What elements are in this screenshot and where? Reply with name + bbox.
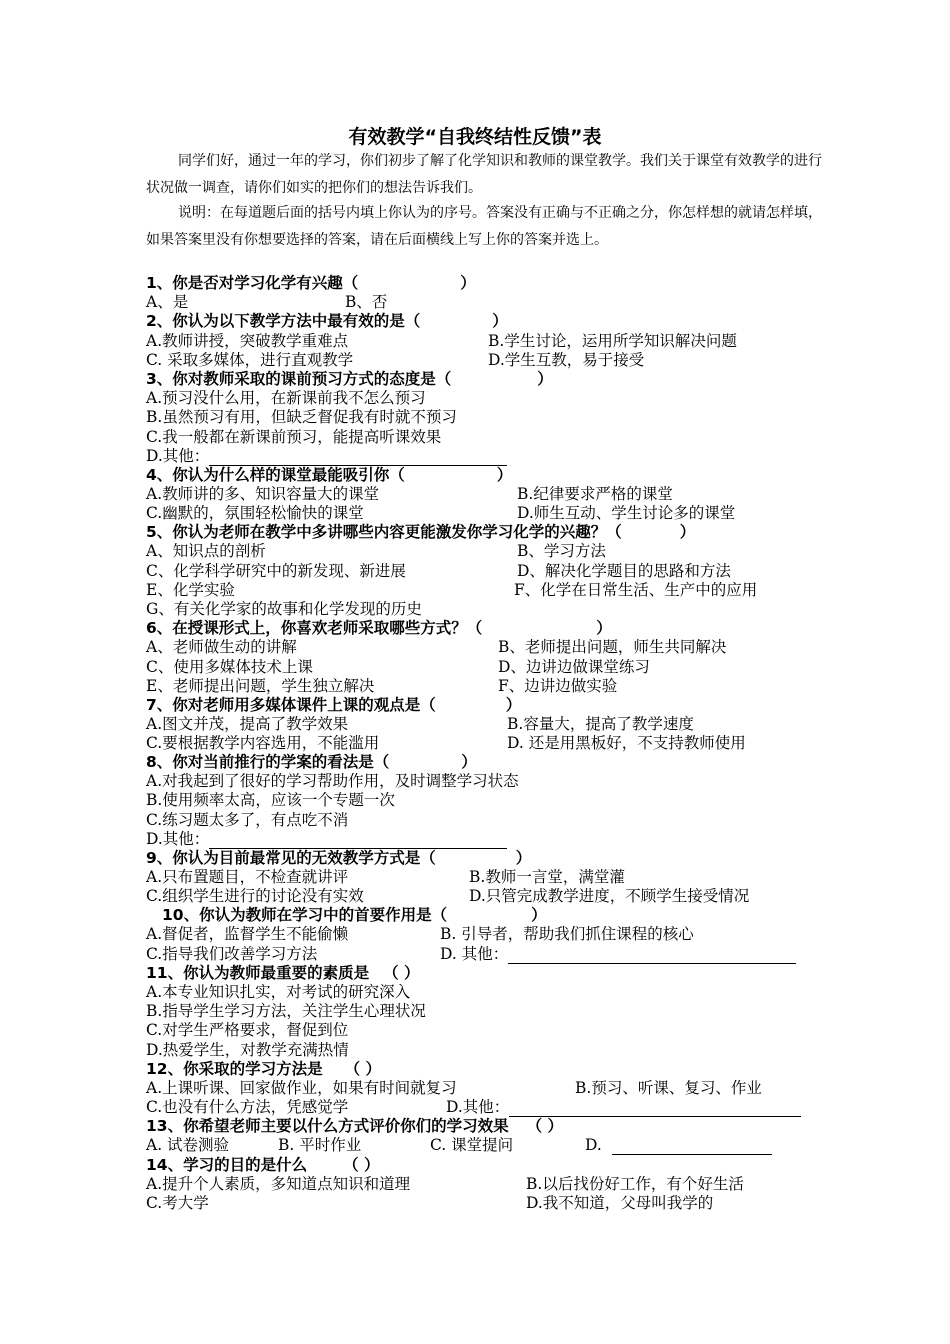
q7-option-a: A.图文并茂，提高了教学效果 xyxy=(146,715,349,733)
q8-option-a: A.对我起到了很好的学习帮助作用，及时调整学习状态 xyxy=(146,772,519,790)
answer-bracket[interactable]: （ ） xyxy=(344,1060,381,1078)
q3-other-answer-line[interactable] xyxy=(209,450,507,466)
question-5-stem: 5、你认为老师在教学中多讲哪些内容更能激发你学习化学的兴趣？（ ） xyxy=(146,523,696,541)
q3-option-d: D.其他： xyxy=(146,446,507,466)
q5-option-e: E、化学实验 xyxy=(146,581,235,599)
q8-option-c: C.练习题太多了，有点吃不消 xyxy=(146,811,349,829)
q14-option-d: D.我不知道，父母叫我学的 xyxy=(526,1194,714,1212)
q9-option-c: C.组织学生进行的讨论没有实效 xyxy=(146,887,364,905)
q6-option-e: E、老师提出问题，学生独立解决 xyxy=(146,677,375,695)
q6-option-d: D、边讲边做课堂练习 xyxy=(498,658,650,676)
intro-greeting: 同学们好，通过一年的学习，你们初步了解了化学知识和教师的课堂教学。我们关于课堂有效教学的进行状况做一调查，请你们如实的把你们的想法告诉我们。 xyxy=(146,153,822,196)
answer-bracket[interactable]: （ ） xyxy=(343,1156,380,1174)
answer-bracket[interactable]: （ ） xyxy=(526,1117,563,1135)
question-9-stem: 9、你认为目前最常见的无效教学方式是（ ） xyxy=(146,849,532,867)
q11-option-c: C.对学生严格要求，督促到位 xyxy=(146,1021,349,1039)
q10-option-c: C.指导我们改善学习方法 xyxy=(146,945,318,963)
q14-option-c: C.考大学 xyxy=(146,1194,209,1212)
q5-option-d: D、解决化学题目的思路和方法 xyxy=(517,562,731,580)
question-12-stem: 12、你采取的学习方法是 （ ） xyxy=(146,1060,381,1078)
q10-option-a: A.督促者，监督学生不能偷懒 xyxy=(146,925,349,943)
q8-option-d: D.其他： xyxy=(146,829,507,849)
q7-option-b: B.容量大，提高了教学速度 xyxy=(507,715,694,733)
q5-option-f: F、化学在日常生活、生产中的应用 xyxy=(514,581,758,599)
question-3-stem: 3、你对教师采取的课前预习方式的态度是（ ） xyxy=(146,370,553,388)
question-6-stem: 6、在授课形式上，你喜欢老师采取哪些方式？（ ） xyxy=(146,619,612,637)
q13-option-b: B. 平时作业 xyxy=(278,1136,362,1154)
q6-option-a: A、老师做生动的讲解 xyxy=(146,638,297,656)
q5-option-c: C、化学科学研究中的新发现、新进展 xyxy=(146,562,406,580)
q13-option-d-answer-line[interactable] xyxy=(612,1139,772,1155)
q1-option-a: A、是 xyxy=(146,293,189,311)
q12-other-answer-line[interactable] xyxy=(509,1101,801,1117)
q2-option-d: D.学生互教，易于接受 xyxy=(488,351,645,369)
q4-option-b: B.纪律要求严格的课堂 xyxy=(517,485,673,503)
intro-instructions: 说明：在每道题后面的括号内填上你认为的序号。答案没有正确与不正确之分，你怎样想的就请怎样填，如果答案里没有你想要选择的答案，请在后面横线上写上你的答案并选上。 xyxy=(146,205,822,248)
question-4-stem: 4、你认为什么样的课堂最能吸引你（ ） xyxy=(146,466,513,484)
question-7-stem: 7、你对老师用多媒体课件上课的观点是（ ） xyxy=(146,696,522,714)
q11-option-d: D.热爱学生，对教学充满热情 xyxy=(146,1041,349,1059)
q11-option-a: A.本专业知识扎实，对考试的研究深入 xyxy=(146,983,411,1001)
q6-option-c: C、使用多媒体技术上课 xyxy=(146,658,313,676)
q3-option-c: C.我一般都在新课前预习，能提高听课效果 xyxy=(146,428,442,446)
question-1-stem: 1、你是否对学习化学有兴趣（ ） xyxy=(146,274,476,292)
q5-option-b: B、学习方法 xyxy=(517,542,606,560)
q11-option-b: B.指导学生学习方法，关注学生心理状况 xyxy=(146,1002,426,1020)
q9-option-a: A.只布置题目，不检查就讲评 xyxy=(146,868,349,886)
q5-option-a: A、知识点的剖析 xyxy=(146,542,266,560)
page-title: 有效教学“自我终结性反馈”表 xyxy=(348,126,602,148)
q2-option-a: A.教师讲授，突破教学重难点 xyxy=(146,332,349,350)
q12-option-a: A.上课听课、回家做作业，如果有时间就复习 xyxy=(146,1079,457,1097)
q7-option-c: C.要根据教学内容选用，不能滥用 xyxy=(146,734,380,752)
q13-option-a: A. 试卷测验 xyxy=(146,1136,230,1154)
q13-option-d: D. xyxy=(585,1135,772,1155)
q8-option-b: B.使用频率太高，应该一个专题一次 xyxy=(146,791,395,809)
q12-option-c: C.也没有什么方法，凭感觉学 xyxy=(146,1098,349,1116)
q3-option-b: B.虽然预习有用，但缺乏督促我有时就不预习 xyxy=(146,408,457,426)
q6-option-f: F、边讲边做实验 xyxy=(498,677,618,695)
q2-option-b: B.学生讨论，运用所学知识解决问题 xyxy=(488,332,737,350)
q12-option-d: D.其他： xyxy=(446,1097,801,1117)
answer-bracket[interactable]: （ ） xyxy=(383,964,420,982)
q7-option-d: D. 还是用黑板好，不支持教师使用 xyxy=(507,734,746,752)
q13-option-c: C. 课堂提问 xyxy=(430,1136,514,1154)
q3-option-a: A.预习没什么用，在新课前我不怎么预习 xyxy=(146,389,426,407)
q1-option-b: B、否 xyxy=(345,293,388,311)
question-13-stem: 13、你希望老师主要以什么方式评价你们的学习效果 （ ） xyxy=(146,1117,563,1135)
q10-option-d: D. 其他： xyxy=(440,944,796,964)
q10-other-answer-line[interactable] xyxy=(508,948,796,964)
question-2-stem: 2、你认为以下教学方法中最有效的是（ ） xyxy=(146,312,508,330)
q8-other-answer-line[interactable] xyxy=(209,833,507,849)
question-10-stem: 10、你认为教师在学习中的首要作用是（ ） xyxy=(162,906,547,924)
q14-option-a: A.提升个人素质，多知道点知识和道理 xyxy=(146,1175,411,1193)
q12-option-b: B.预习、听课、复习、作业 xyxy=(575,1079,762,1097)
q4-option-c: C.幽默的，氛围轻松愉快的课堂 xyxy=(146,504,364,522)
q10-option-b: B. 引导者，帮助我们抓住课程的核心 xyxy=(440,925,694,943)
q4-option-d: D.师生互动、学生讨论多的课堂 xyxy=(517,504,736,522)
q9-option-d: D.只管完成教学进度，不顾学生接受情况 xyxy=(469,887,750,905)
q4-option-a: A.教师讲的多、知识容量大的课堂 xyxy=(146,485,380,503)
q5-option-g: G、有关化学家的故事和化学发现的历史 xyxy=(146,600,422,618)
q9-option-b: B.教师一言堂，满堂灌 xyxy=(469,868,625,886)
q2-option-c: C. 采取多媒体，进行直观教学 xyxy=(146,351,354,369)
q6-option-b: B、老师提出问题，师生共同解决 xyxy=(498,638,727,656)
question-14-stem: 14、学习的目的是什么 （ ） xyxy=(146,1156,380,1174)
question-11-stem: 11、你认为教师最重要的素质是 （ ） xyxy=(146,964,420,982)
question-8-stem: 8、你对当前推行的学案的看法是（ ） xyxy=(146,753,477,771)
q14-option-b: B.以后找份好工作，有个好生活 xyxy=(526,1175,744,1193)
